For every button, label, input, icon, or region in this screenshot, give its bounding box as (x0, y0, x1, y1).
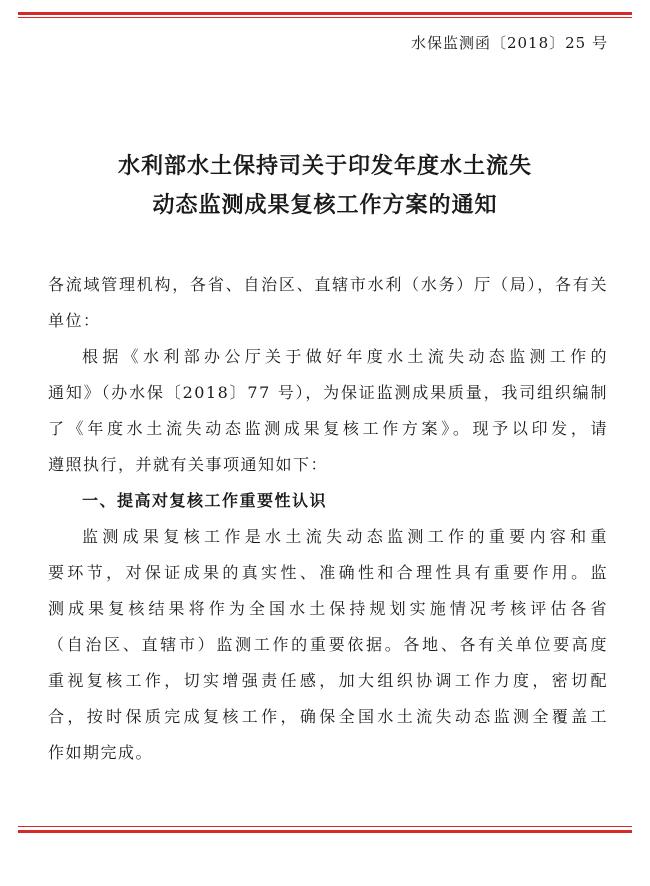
top-red-rule (18, 12, 632, 18)
section-heading: 一、提高对复核工作重要性认识 (82, 491, 328, 510)
paragraph-line: 监测成果复核工作是水土流失动态监测工作的重要内容和重 (82, 527, 608, 546)
title-line-2: 动态监测成果复核工作方案的通知 (152, 193, 498, 218)
addressee-line-1: 各流域管理机构，各省、自治区、直辖市水利（水务）厅（局），各有关 (48, 275, 608, 294)
paragraph-line: 重视复核工作，切实增强责任感，加大组织协调工作力度，密切配 (48, 671, 608, 690)
paragraph-line: 要环节，对保证成果的真实性、准确性和合理性具有重要作用。监 (48, 563, 608, 582)
paragraph-line: 合，按时保质完成复核工作，确保全国水土流失动态监测全覆盖工 (48, 707, 608, 726)
bottom-red-rule (18, 826, 632, 833)
addressee-line-2: 单位： (48, 311, 101, 330)
title-line-1: 水利部水土保持司关于印发年度水土流失 (117, 154, 532, 179)
paragraph-line: 遵照执行，并就有关事项通知如下： (48, 455, 329, 474)
document-body (48, 267, 608, 771)
paragraph-line: 测成果复核结果将作为全国水土保持规划实施情况考核评估各省 (48, 599, 608, 618)
paragraph-line: 通知》（办水保〔2018〕77 号），为保证监测成果质量，我司组织编制 (48, 383, 608, 402)
paragraph-line: （自治区、直辖市）监测工作的重要依据。各地、各有关单位要高度 (48, 635, 608, 654)
paragraph-line: 了《年度水土流失动态监测成果复核工作方案》。现予以印发，请 (48, 419, 608, 438)
document-number: 水保监测函〔2018〕25 号 (410, 34, 608, 52)
paragraph-line: 根据《水利部办公厅关于做好年度水土流失动态监测工作的 (82, 347, 608, 366)
paragraph-line: 作如期完成。 (48, 743, 154, 762)
